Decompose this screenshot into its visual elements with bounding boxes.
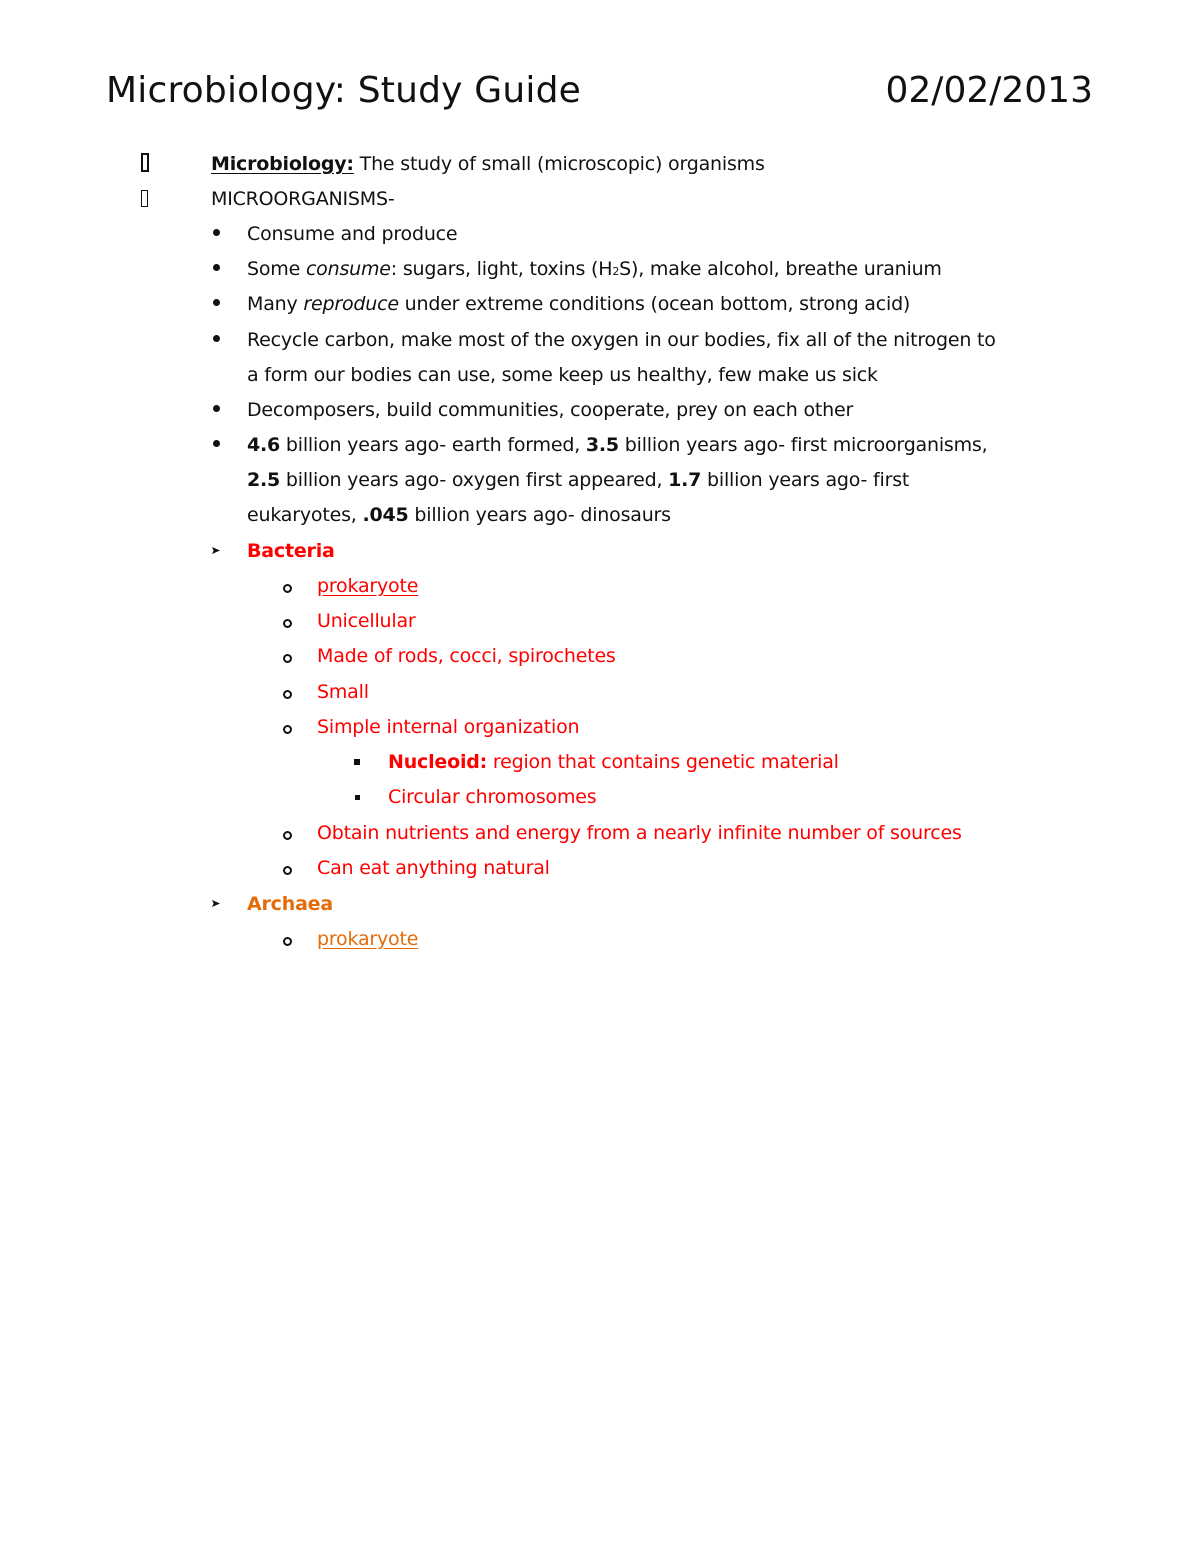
list-item: Recycle carbon, make most of the oxygen in our bodies, fix all of the nitrogen to	[247, 329, 996, 351]
list-item: Unicellular	[317, 610, 416, 632]
timeline-text: billion years ago- earth formed,	[280, 434, 586, 456]
microorganisms-heading: MICROORGANISMS-	[211, 188, 395, 210]
archaea-heading: Archaea	[247, 893, 333, 915]
timeline-text: eukaryotes,	[247, 504, 363, 526]
dot-bullet-icon	[213, 299, 220, 306]
list-item: Simple internal organization	[317, 716, 580, 738]
square-bullet-icon	[355, 795, 360, 800]
item-text: Many	[247, 293, 304, 315]
circle-bullet-icon	[283, 584, 292, 593]
intro-line	[211, 147, 765, 182]
list-item: Small	[317, 681, 369, 703]
timeline-value: 4.6	[247, 434, 281, 456]
dot-bullet-icon	[213, 335, 220, 342]
box-bullet-icon	[141, 147, 149, 182]
timeline-line-3	[247, 498, 671, 533]
list-item: Consume and produce	[247, 223, 458, 245]
definition: region that contains genetic material	[487, 751, 839, 773]
circle-bullet-icon	[283, 619, 292, 628]
list-item	[247, 252, 942, 289]
dot-bullet-icon	[213, 229, 220, 236]
square-bullet-icon	[354, 759, 360, 765]
list-item	[388, 745, 839, 780]
subscript: 2	[612, 265, 620, 278]
timeline-value: .045	[362, 504, 409, 526]
list-item: Obtain nutrients and energy from a nearly infinite number of sources	[317, 822, 962, 844]
circle-bullet-icon	[283, 937, 292, 946]
list-item: Can eat anything natural	[317, 857, 550, 879]
item-emphasis: reproduce	[303, 293, 399, 315]
timeline-value: 3.5	[585, 434, 619, 456]
bacteria-heading: Bacteria	[247, 540, 335, 562]
timeline-text: billion years ago- oxygen first appeared,	[280, 469, 669, 491]
bacteria-prokaryote-link[interactable]: prokaryote	[317, 575, 419, 597]
page-title: Microbiology: Study Guide	[106, 70, 582, 111]
dot-bullet-icon	[213, 264, 220, 271]
intro-term: Microbiology:	[211, 153, 354, 175]
timeline-text: billion years ago- first microorganisms,	[618, 434, 988, 456]
timeline-value: 1.7	[668, 469, 702, 491]
timeline-line-2	[247, 463, 909, 498]
list-item-continuation: a form our bodies can use, some keep us healthy, few make us sick	[247, 364, 878, 386]
timeline-text: billion years ago- dinosaurs	[408, 504, 671, 526]
page-date: 02/02/2013	[885, 70, 1093, 111]
item-text: : sugars, light, toxins (H	[390, 258, 613, 280]
arrow-bullet-icon	[212, 900, 220, 907]
dot-bullet-icon	[213, 405, 220, 412]
list-item: Made of rods, cocci, spirochetes	[317, 645, 616, 667]
box-bullet-icon	[141, 182, 148, 217]
timeline-value: 2.5	[247, 469, 281, 491]
item-text: S), make alcohol, breathe uranium	[619, 258, 942, 280]
timeline-line-1	[247, 428, 987, 463]
list-item: Circular chromosomes	[388, 786, 597, 808]
list-item: Decomposers, build communities, cooperate, prey on each other	[247, 399, 854, 421]
circle-bullet-icon	[283, 725, 292, 734]
dot-bullet-icon	[213, 440, 220, 447]
item-emphasis: consume	[305, 258, 391, 280]
item-text: under extreme conditions (ocean bottom, strong acid)	[398, 293, 911, 315]
arrow-bullet-icon	[212, 547, 220, 554]
item-text: Some	[247, 258, 306, 280]
circle-bullet-icon	[283, 831, 292, 840]
intro-definition: The study of small (microscopic) organisms	[353, 153, 765, 175]
archaea-prokaryote-link[interactable]: prokaryote	[317, 928, 419, 950]
list-item	[247, 287, 910, 322]
circle-bullet-icon	[283, 690, 292, 699]
circle-bullet-icon	[283, 654, 292, 663]
term: Nucleoid:	[388, 751, 488, 773]
timeline-text: billion years ago- first	[701, 469, 910, 491]
circle-bullet-icon	[283, 866, 292, 875]
